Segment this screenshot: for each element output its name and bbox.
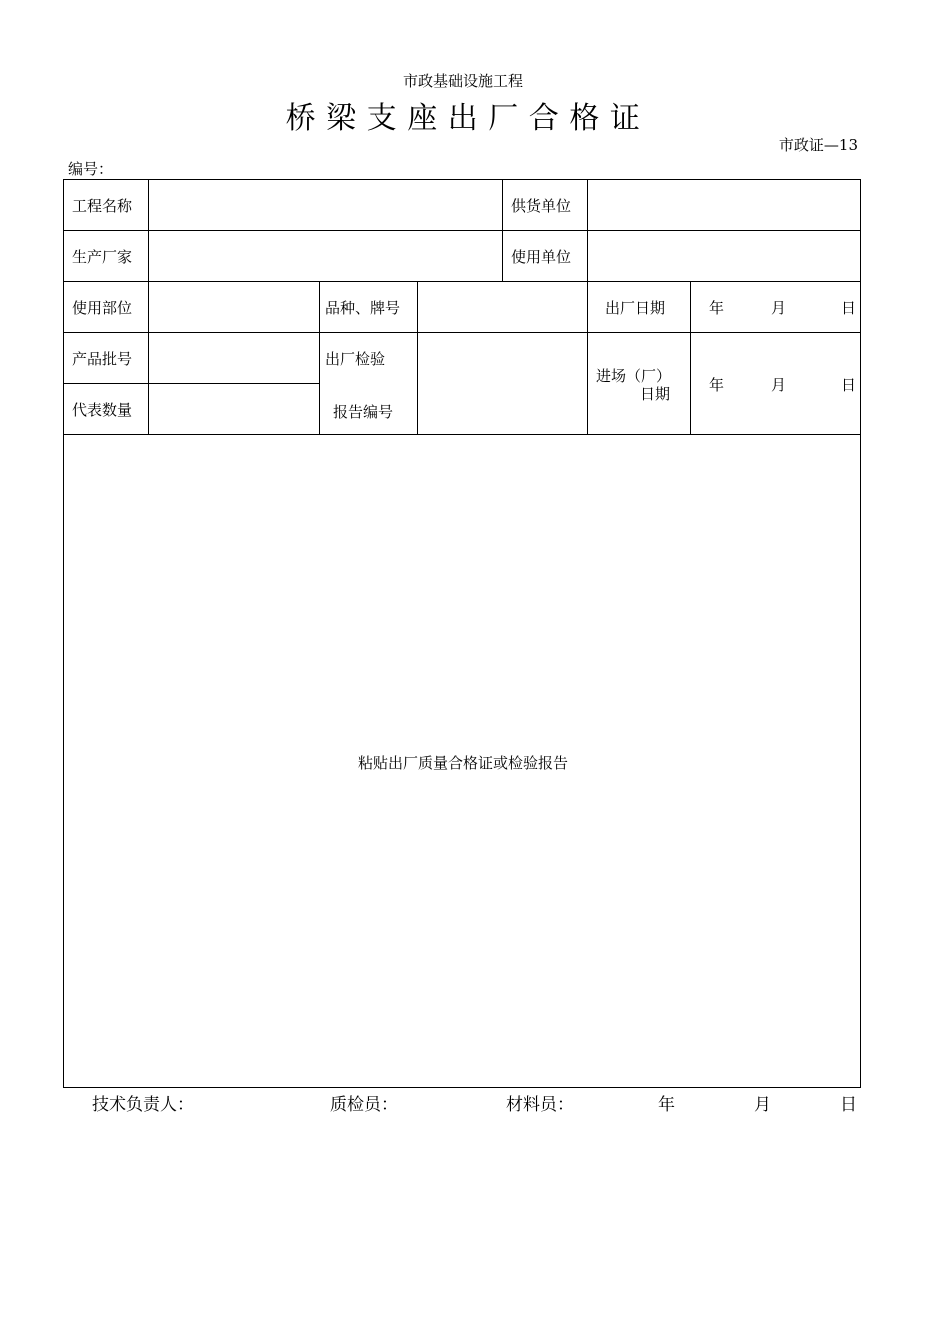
- label-entry-date: 进场（厂）: [596, 367, 672, 385]
- table-border: [587, 179, 588, 435]
- table-border: [63, 179, 861, 180]
- tech-lead-label: 技术负责人：: [92, 1095, 194, 1115]
- variety-brand-field[interactable]: [420, 284, 585, 330]
- batch-no-field[interactable]: [151, 335, 317, 381]
- usage-part-field[interactable]: [151, 284, 317, 330]
- label-variety-brand: 品种、牌号: [325, 299, 401, 317]
- entry-date-year: 年: [709, 376, 725, 394]
- table-border: [690, 281, 691, 435]
- label-batch-no: 产品批号: [72, 350, 133, 368]
- label-factory-inspection: 出厂检验: [325, 350, 386, 368]
- table-border: [63, 434, 861, 435]
- table-border: [63, 281, 861, 282]
- entry-date-day: 日: [841, 376, 857, 394]
- label-entry-date-2: 日期: [640, 385, 671, 403]
- form-subtitle: 市政基础设施工程: [402, 72, 523, 90]
- table-border: [63, 230, 861, 231]
- material-clerk-label: 材料员：: [506, 1095, 574, 1115]
- quantity-field[interactable]: [151, 386, 317, 432]
- report-no-field[interactable]: [420, 335, 585, 432]
- label-project-name: 工程名称: [72, 197, 133, 215]
- footer-day: 日: [840, 1095, 857, 1115]
- table-border: [63, 332, 861, 333]
- paste-note: 粘贴出厂质量合格证或检验报告: [357, 754, 568, 772]
- label-factory-date: 出厂日期: [605, 299, 666, 317]
- entry-date-month: 月: [771, 376, 787, 394]
- serial-label: 编号：: [68, 160, 114, 178]
- project-name-field[interactable]: [151, 182, 500, 228]
- table-border: [417, 281, 418, 435]
- inspector-label: 质检员：: [330, 1095, 398, 1115]
- table-border: [63, 383, 319, 384]
- factory-date-year: 年: [709, 299, 725, 317]
- label-report-no: 报告编号: [333, 403, 394, 421]
- factory-date-month: 月: [771, 299, 787, 317]
- label-user-unit: 使用单位: [511, 248, 572, 266]
- label-usage-part: 使用部位: [72, 299, 133, 317]
- manufacturer-field[interactable]: [151, 233, 500, 279]
- label-supplier: 供货单位: [511, 197, 572, 215]
- footer-month: 月: [754, 1095, 771, 1115]
- label-quantity: 代表数量: [72, 401, 133, 419]
- table-border: [148, 179, 149, 435]
- label-manufacturer: 生产厂家: [72, 248, 133, 266]
- table-border: [319, 281, 320, 435]
- table-border: [860, 179, 861, 1088]
- table-border: [502, 179, 503, 281]
- form-code: 市政证—13: [778, 136, 858, 154]
- table-border: [63, 1087, 861, 1088]
- form-title: 桥 梁 支 座 出 厂 合 格 证: [285, 101, 641, 136]
- factory-date-day: 日: [841, 299, 857, 317]
- supplier-field[interactable]: [590, 182, 858, 228]
- user-unit-field[interactable]: [590, 233, 858, 279]
- footer-year: 年: [658, 1095, 675, 1115]
